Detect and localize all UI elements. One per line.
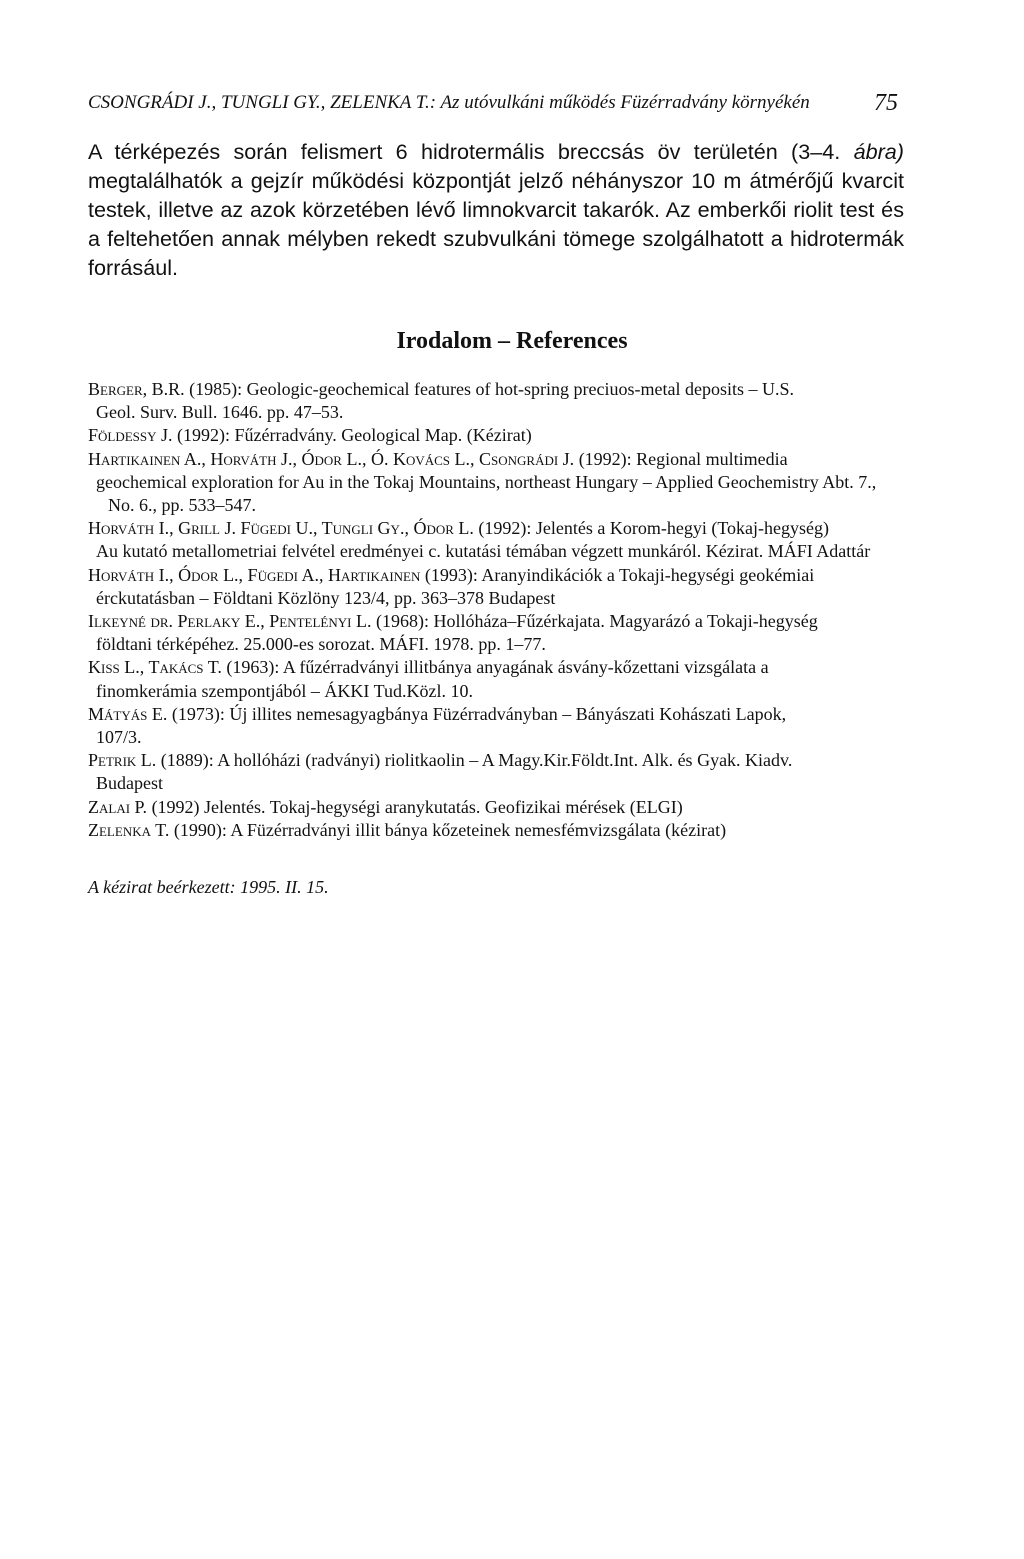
reference-continuation: érckutatásban – Földtani Közlöny 123/4, pp. 363–378 Budapest: [96, 587, 556, 608]
body-text-part-1: A térképezés során felismert 6 hidrotermális breccsás öv területén (3–4.: [88, 139, 841, 164]
reference-authors: Zalai P.: [88, 796, 148, 817]
reference-text: (1985): Geologic-geochemical features of hot-spring preciuos-metal deposits – U.S.: [184, 379, 794, 399]
reference-item: [88, 517, 906, 563]
reference-item: [88, 749, 906, 795]
manuscript-received-note: A kézirat beérkezett: 1995. II. 15.: [88, 877, 329, 897]
running-title-text: Az utóvulkáni működés Füzérradvány környékén: [436, 92, 810, 113]
running-header: [88, 92, 898, 122]
reference-authors: Kiss L., Takács T.: [88, 657, 222, 678]
reference-authors: Berger, B.R.: [88, 379, 185, 399]
reference-authors: Hartikainen A., Horváth J., Ódor L., Ó. Kovács L., Csongrádi J.: [88, 448, 575, 469]
reference-item: [88, 564, 906, 610]
body-text-italic: ábra): [840, 139, 904, 164]
reference-item: [88, 424, 906, 447]
reference-authors: Ilkeyné dr. Perlaky E., Pentelényi L.: [88, 611, 372, 632]
references-list: [88, 378, 906, 842]
reference-continuation: Budapest: [96, 773, 163, 794]
reference-continuation: geochemical exploration for Au in the Tokaj Mountains, northeast Hungary – Applied Geochemistry Abt. 7., No. 6., pp. 533–547.: [96, 471, 877, 516]
reference-continuation: Geol. Surv. Bull. 1646. pp. 47–53.: [96, 402, 344, 423]
reference-continuation: Au kutató metallometriai felvétel eredményei c. kutatási témában végzett munkáról. Kézirat. MÁFI Adattár: [96, 541, 871, 562]
reference-text: (1993): Aranyindikációk a Tokaji-hegységi geokémiai: [420, 564, 815, 585]
reference-text: (1992): Jelentés a Korom-hegyi (Tokaj-hegység): [473, 518, 830, 539]
reference-authors: Földessy J.: [88, 425, 173, 446]
reference-item: [88, 610, 906, 656]
reference-item: [88, 656, 906, 702]
reference-text: (1973): Új illites nemesagyagbánya Füzérradványban – Bányászati Kohászati Lapok,: [167, 703, 787, 724]
reference-text: (1963): A fűzérradványi illitbánya anyagának ásvány-kőzettani vizsgálata a: [221, 657, 769, 678]
body-text-part-2: megtalálhatók a gejzír működési központját jelző néhányszor 10 m átmérőjű kvarcit testek, illetve az azok körzetében lévő limnokvarcit takarók. Az emberkői riolit test és a feltehetően annak mélyben rekedt szubvulkáni tömege szolgálhatott a hidrotermák forrásául.: [88, 168, 904, 280]
body-paragraph: [88, 137, 904, 282]
reference-text: (1889): A hollóházi (radványi) riolitkaolin – A Magy.Kir.Földt.Int. Alk. és Gyak. Kiadv.: [156, 750, 793, 771]
page-number: 75: [874, 90, 898, 116]
reference-continuation: földtani térképéhez. 25.000-es sorozat. MÁFI. 1978. pp. 1–77.: [96, 634, 546, 655]
references-heading: Irodalom – References: [396, 328, 628, 354]
reference-text: (1992): Regional multimedia: [574, 448, 788, 469]
reference-continuation: 107/3.: [96, 727, 142, 748]
running-title-authors: CSONGRÁDI J., TUNGLI GY., ZELENKA T.:: [88, 92, 437, 113]
reference-authors: Mátyás E.: [88, 703, 168, 724]
reference-authors: Petrik L.: [88, 750, 157, 771]
reference-text: (1992) Jelentés. Tokaj-hegységi aranykutatás. Geofizikai mérések (ELGI): [147, 796, 683, 817]
reference-item: [88, 796, 906, 819]
reference-item: [88, 703, 906, 749]
reference-item: [88, 378, 906, 424]
reference-text: (1968): Hollóháza–Fűzérkajata. Magyarázó a Tokaji-hegység: [371, 611, 818, 632]
reference-item: [88, 448, 906, 518]
reference-text: (1990): A Füzérradványi illit bánya kőzeteinek nemesfémvizsgálata (kézirat): [169, 819, 727, 840]
reference-continuation: finomkerámia szempontjából – ÁKKI Tud.Közl. 10.: [96, 680, 473, 701]
running-title: [88, 92, 810, 114]
reference-item: [88, 819, 906, 842]
reference-text: (1992): Fűzérradvány. Geological Map. (Kézirat): [172, 425, 532, 446]
reference-authors: Horváth I., Grill J. Fügedi U., Tungli Gy., Ódor L.: [88, 518, 474, 539]
reference-authors: Zelenka T.: [88, 819, 170, 840]
reference-authors: Horváth I., Ódor L., Fügedi A., Hartikainen: [88, 564, 421, 585]
